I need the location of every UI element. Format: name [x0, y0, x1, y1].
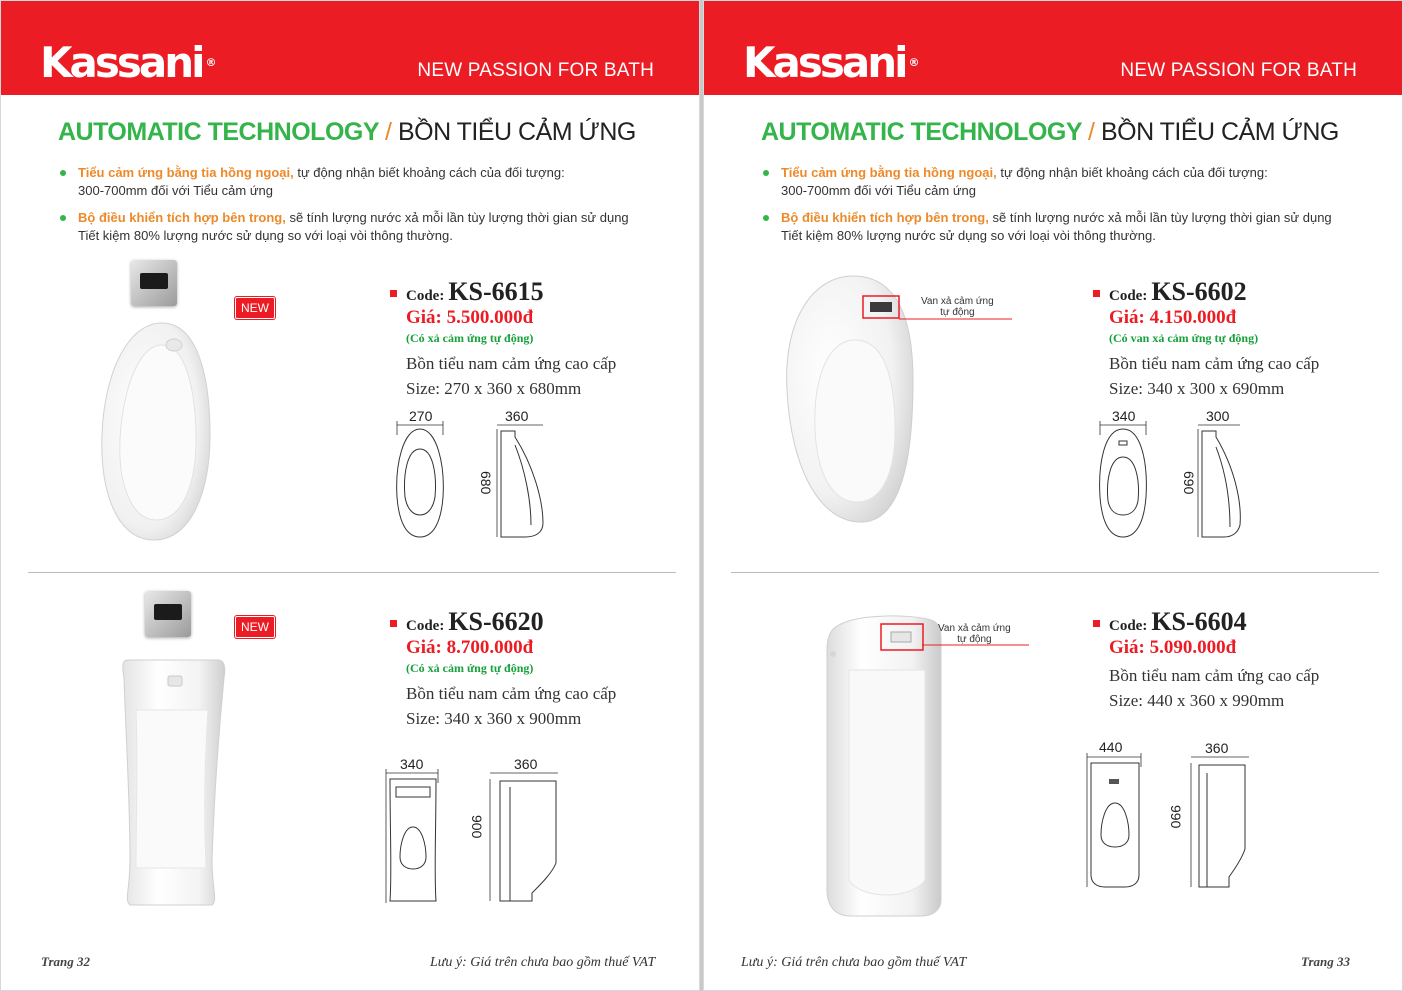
product-description: Bồn tiểu nam cảm ứng cao cấp	[1109, 354, 1320, 373]
product-description: Bồn tiểu nam cảm ứng cao cấp	[406, 354, 617, 373]
product-divider	[28, 572, 676, 573]
product-code-line	[390, 607, 616, 637]
feature-item	[761, 209, 1381, 245]
dim-side-label: 360	[514, 756, 538, 772]
dim-height-label: 900	[469, 815, 485, 839]
page-header	[703, 0, 1403, 95]
dimension-drawing	[380, 753, 570, 908]
brand-logo-text: Kassani	[40, 38, 203, 87]
red-square-icon	[1093, 620, 1100, 627]
bullet-dot-icon	[763, 215, 769, 221]
feature-item	[761, 164, 1381, 200]
brand-tagline: NEW PASSION FOR BATH	[417, 60, 654, 81]
feature-highlight: Bộ điều khiển tích hợp bên trong,	[781, 210, 989, 225]
valve-callout	[921, 296, 994, 318]
feature-text: sẽ tính lượng nước xả mỗi lần tùy lượng thời gian sử dụng	[285, 210, 629, 225]
product-code-line	[390, 277, 616, 307]
vat-note: Lưu ý: Giá trên chưa bao gồm thuế VAT	[430, 955, 656, 970]
code-label: Code:	[406, 618, 445, 634]
section-title	[761, 118, 1339, 147]
product-note: (Có xả cảm ứng tự động)	[406, 661, 534, 675]
section-title-english: AUTOMATIC TECHNOLOGY	[761, 118, 1083, 146]
feature-text: tự động nhận biết khoảng cách của đối tượng:	[293, 165, 565, 180]
dim-front-label: 440	[1099, 739, 1123, 755]
bullet-dot-icon	[60, 170, 66, 176]
catalog-page-left	[0, 0, 700, 991]
urinal-image	[92, 315, 222, 545]
page-number: Trang 33	[1301, 954, 1350, 969]
feature-item	[58, 209, 678, 245]
product-note: (Có van xả cảm ứng tự động)	[1109, 331, 1259, 345]
product-code: KS-6620	[448, 607, 544, 636]
product-divider	[731, 572, 1379, 573]
page-header	[0, 0, 700, 95]
product-code: KS-6602	[1151, 277, 1247, 306]
feature-list	[58, 164, 678, 254]
product-code: KS-6615	[448, 277, 544, 306]
dimension-drawing	[385, 405, 555, 545]
product-size: Size: 270 x 360 x 680mm	[406, 379, 582, 398]
product-info	[390, 607, 616, 731]
vat-note: Lưu ý: Giá trên chưa bao gồm thuế VAT	[741, 955, 967, 970]
product-code-line	[1093, 277, 1319, 307]
section-title	[58, 118, 636, 147]
product-info	[1093, 277, 1319, 401]
valve-callout-line1: Van xả cảm ứng	[938, 623, 1011, 634]
section-title-vietnamese: BỒN TIỂU CẢM ỨNG	[1100, 118, 1339, 146]
infrared-sensor-icon	[131, 260, 177, 306]
product-size: Size: 440 x 360 x 990mm	[1109, 691, 1285, 710]
product-note: (Có xả cảm ứng tự động)	[406, 331, 534, 345]
product-price: Giá: 5.090.000đ	[1109, 637, 1237, 658]
section-title-vietnamese: BỒN TIỂU CẢM ỨNG	[397, 118, 636, 146]
section-title-separator: /	[1088, 118, 1095, 146]
brand-logo	[40, 38, 217, 88]
product-price: Giá: 4.150.000đ	[1109, 307, 1237, 328]
valve-callout-line2: tự động	[957, 634, 992, 645]
feature-highlight: Tiểu cảm ứng bằng tia hồng ngoại,	[781, 165, 997, 180]
brand-tagline: NEW PASSION FOR BATH	[1120, 60, 1357, 81]
registered-mark: ®	[205, 56, 217, 69]
red-square-icon	[390, 290, 397, 297]
product-size: Size: 340 x 360 x 900mm	[406, 709, 582, 728]
product-size: Size: 340 x 300 x 690mm	[1109, 379, 1285, 398]
product-price: Giá: 5.500.000đ	[406, 307, 534, 328]
registered-mark: ®	[908, 56, 920, 69]
code-label: Code:	[1109, 618, 1148, 634]
feature-text: sẽ tính lượng nước xả mỗi lần tùy lượng thời gian sử dụng	[988, 210, 1332, 225]
valve-callout-line2: tự động	[940, 307, 975, 318]
product-price: Giá: 8.700.000đ	[406, 637, 534, 658]
code-label: Code:	[1109, 288, 1148, 304]
product-description: Bồn tiểu nam cảm ứng cao cấp	[1109, 666, 1320, 685]
brand-logo-text: Kassani	[743, 38, 906, 87]
new-badge: NEW	[235, 616, 275, 638]
urinal-image	[100, 650, 230, 915]
dim-side-label: 360	[1205, 740, 1229, 756]
bullet-dot-icon	[763, 170, 769, 176]
section-title-english: AUTOMATIC TECHNOLOGY	[58, 118, 380, 146]
valve-callout	[938, 623, 1011, 645]
feature-highlight: Bộ điều khiển tích hợp bên trong,	[78, 210, 286, 225]
dim-front-label: 270	[409, 408, 433, 424]
dim-front-label: 340	[1112, 408, 1136, 424]
dim-height-label: 680	[478, 471, 494, 495]
feature-text-line2: Tiết kiệm 80% lượng nước sử dụng so với loại vòi thông thường.	[781, 228, 1156, 243]
product-description: Bồn tiểu nam cảm ứng cao cấp	[406, 684, 617, 703]
dim-height-label: 690	[1181, 471, 1197, 495]
feature-text-line2: 300-700mm đối với Tiểu cảm ứng	[781, 183, 976, 198]
product-code: KS-6604	[1151, 607, 1247, 636]
red-square-icon	[1093, 290, 1100, 297]
urinal-image	[821, 610, 951, 920]
page-number: Trang 32	[41, 954, 90, 969]
product-info	[390, 277, 616, 401]
feature-highlight: Tiểu cảm ứng bằng tia hồng ngoại,	[78, 165, 294, 180]
red-square-icon	[390, 620, 397, 627]
feature-list	[761, 164, 1381, 254]
valve-callout-line1: Van xả cảm ứng	[921, 296, 994, 307]
bullet-dot-icon	[60, 215, 66, 221]
feature-item	[58, 164, 678, 200]
section-title-separator: /	[385, 118, 392, 146]
dim-height-label: 990	[1168, 805, 1184, 829]
dimension-drawing	[1088, 405, 1258, 545]
infrared-sensor-icon	[145, 591, 191, 637]
new-badge: NEW	[235, 297, 275, 319]
catalog-page-right	[703, 0, 1403, 991]
product-code-line	[1093, 607, 1319, 637]
product-info	[1093, 607, 1319, 713]
code-label: Code:	[406, 288, 445, 304]
feature-text-line2: Tiết kiệm 80% lượng nước sử dụng so với loại vòi thông thường.	[78, 228, 453, 243]
dim-front-label: 340	[400, 756, 424, 772]
dim-side-label: 300	[1206, 408, 1230, 424]
feature-text-line2: 300-700mm đối với Tiểu cảm ứng	[78, 183, 273, 198]
dim-side-label: 360	[505, 408, 529, 424]
feature-text: tự động nhận biết khoảng cách của đối tượng:	[996, 165, 1268, 180]
dimension-drawing	[1081, 737, 1271, 897]
brand-logo	[743, 38, 920, 88]
